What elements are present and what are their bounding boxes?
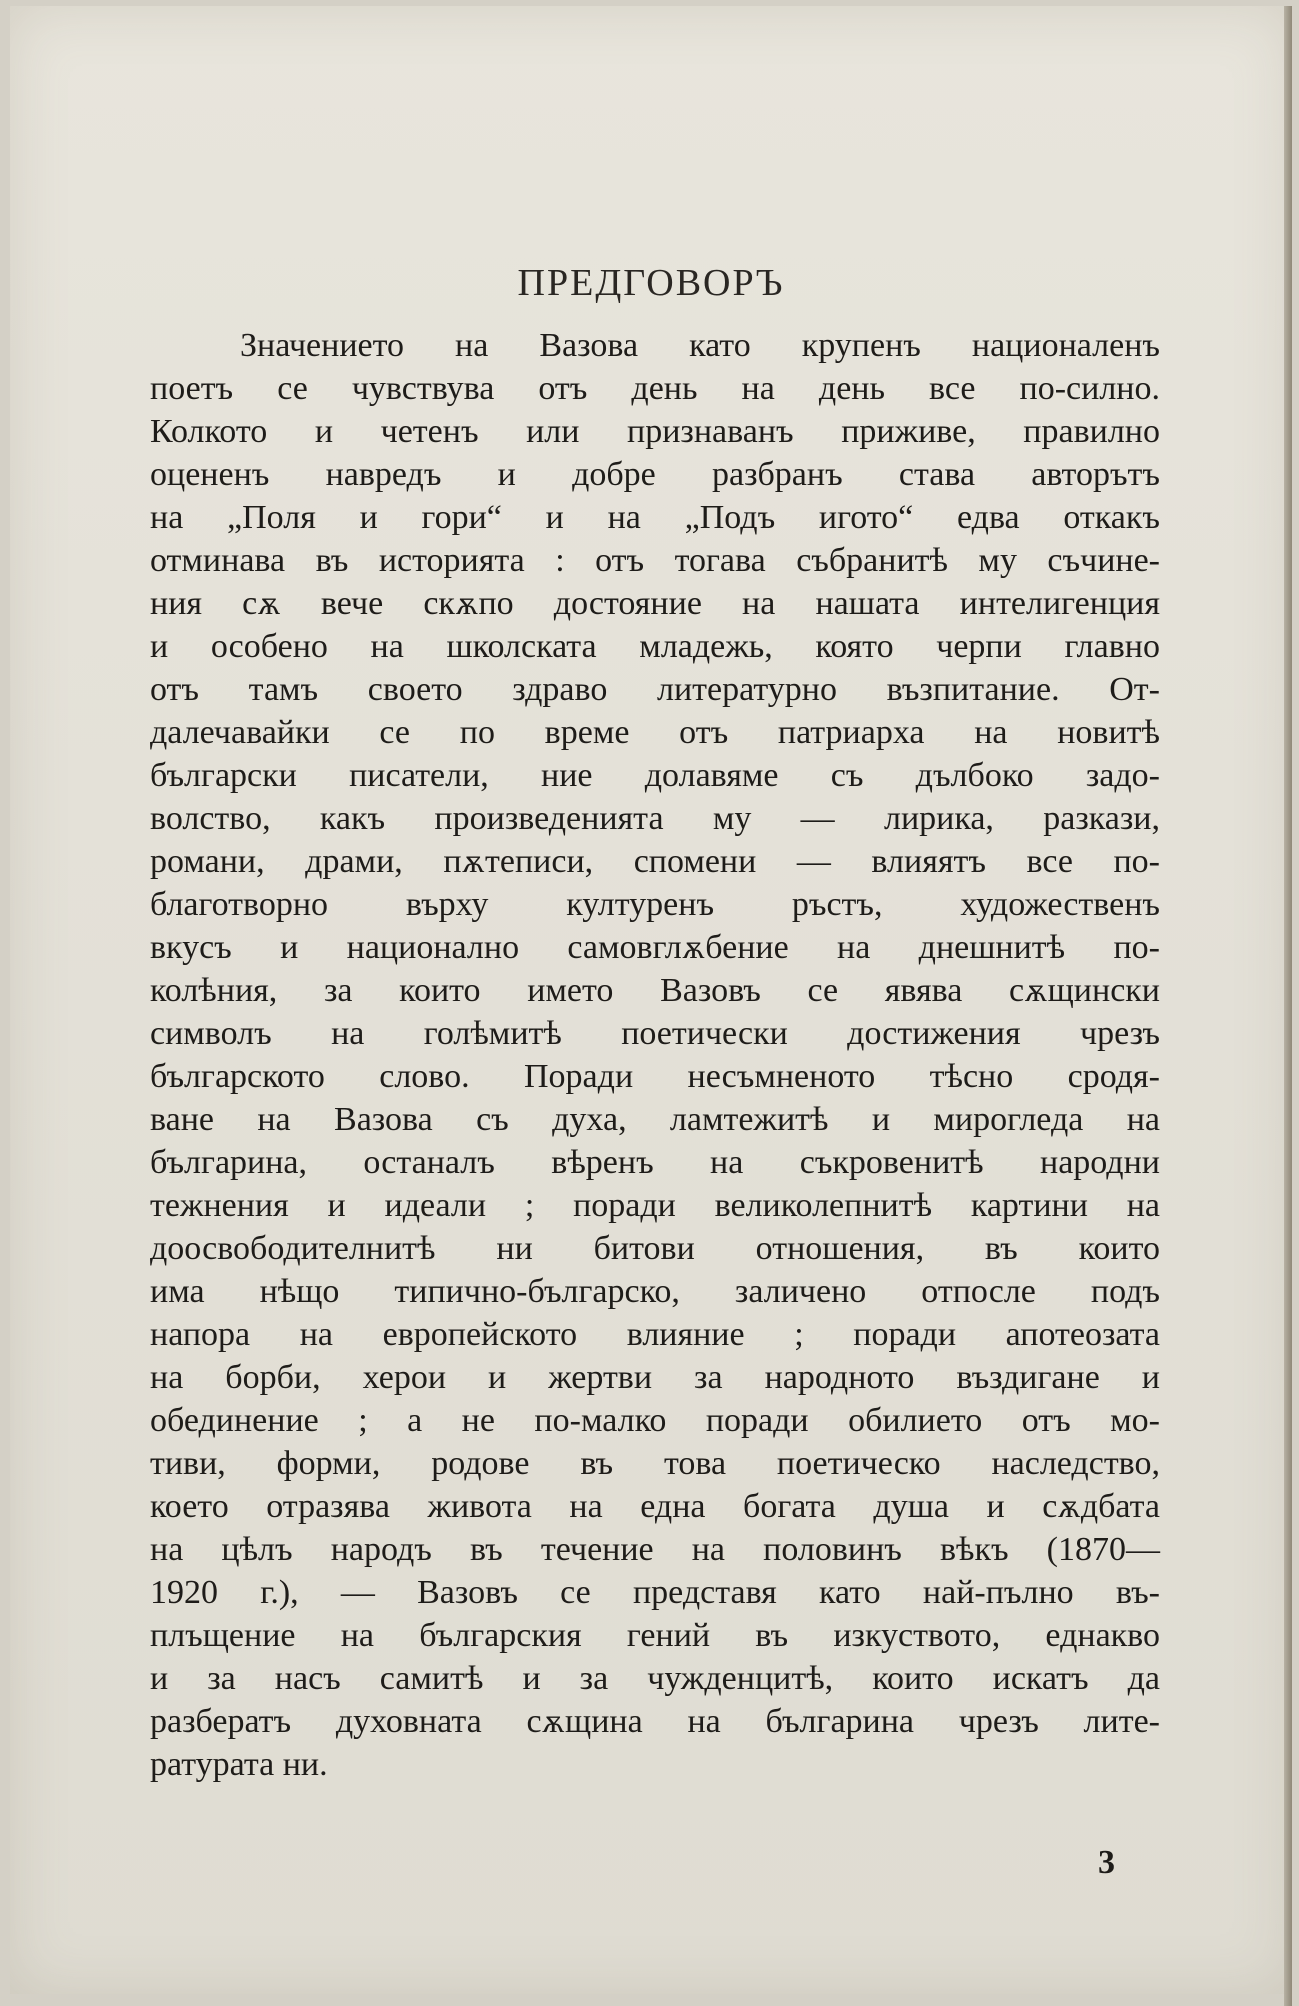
text-line: отъ тамъ своето здраво литературно възпитание. От- — [150, 671, 1160, 708]
page-title: ПРЕДГОВОРЪ — [517, 262, 785, 305]
text-line: на „Поля и гори“ и на „Подъ игото“ едва откакъ — [150, 499, 1160, 536]
text-line: доосвободителнитѣ ни битови отношения, въ които — [150, 1230, 1160, 1267]
text-line: символъ на голѣмитѣ поетически достижения чрезъ — [150, 1015, 1160, 1052]
text-line: напора на европейското влияние ; поради апотеозата — [150, 1316, 1160, 1353]
text-line: волство, какъ произведенията му — лирика, разкази, — [150, 800, 1160, 837]
text-line: българина, останалъ вѣренъ на съкровенитѣ народни — [150, 1144, 1160, 1181]
book-page — [10, 6, 1292, 1994]
text-line: вкусъ и национално самовглѫбение на днешнитѣ по- — [150, 929, 1160, 966]
text-line: благотворно върху културенъ ръстъ, художественъ — [150, 886, 1160, 923]
text-line: далечавайки се по време отъ патриарха на новитѣ — [150, 714, 1160, 751]
text-line: обединение ; а не по-малко поради обилието отъ мо- — [150, 1402, 1160, 1439]
text-line: ния сѫ вече скѫпо достояние на нашата интелигенция — [150, 585, 1160, 622]
text-line: разбератъ духовната сѫщина на българина чрезъ лите- — [150, 1703, 1160, 1740]
text-line: колѣния, за които името Вазовъ се явява сѫщински — [150, 972, 1160, 1009]
text-line: Колкото и четенъ или признаванъ приживе, правилно — [150, 413, 1160, 450]
text-line: оцененъ навредъ и добре разбранъ става авторътъ — [150, 456, 1160, 493]
text-line: български писатели, ние долавяме съ дълбоко задо- — [150, 757, 1160, 794]
text-line: има нѣщо типично-българско, заличено отпосле подъ — [150, 1273, 1160, 1310]
text-line: тежнения и идеали ; поради великолепнитѣ картини на — [150, 1187, 1160, 1224]
text-line: плъщение на българския гений въ изкуството, еднакво — [150, 1617, 1160, 1654]
text-line: поетъ се чувствува отъ день на день все по-силно. — [150, 370, 1160, 407]
page-edge — [1284, 6, 1292, 2006]
text-line: 1920 г.), — Вазовъ се представя като най-пълно въ- — [150, 1574, 1160, 1611]
body-paragraph — [150, 324, 1160, 1786]
text-line: отминава въ историята : отъ тогава събранитѣ му съчине- — [150, 542, 1160, 579]
text-line: ване на Вазова съ духа, ламтежитѣ и мирогледа на — [150, 1101, 1160, 1138]
text-line: и за насъ самитѣ и за чужденцитѣ, които искатъ да — [150, 1660, 1160, 1697]
text-line: Значението на Вазова като крупенъ националенъ — [240, 327, 1160, 364]
text-line: ратурата ни. — [150, 1746, 328, 1783]
text-line: тиви, форми, родове въ това поетическо наследство, — [150, 1445, 1160, 1482]
text-line: на борби, херои и жертви за народното въздигане и — [150, 1359, 1160, 1396]
text-line: романи, драми, пѫтеписи, спомени — влияятъ все по- — [150, 843, 1160, 880]
text-line: и особено на школската младежь, която черпи главно — [150, 628, 1160, 665]
page-number: 3 — [1098, 1844, 1115, 1881]
text-line: което отразява живота на една богата душа и сѫдбата — [150, 1488, 1160, 1525]
text-line: българското слово. Поради несъмненото тѣсно сродя- — [150, 1058, 1160, 1095]
text-line: на цѣлъ народъ въ течение на половинъ вѣкъ (1870— — [150, 1531, 1160, 1568]
